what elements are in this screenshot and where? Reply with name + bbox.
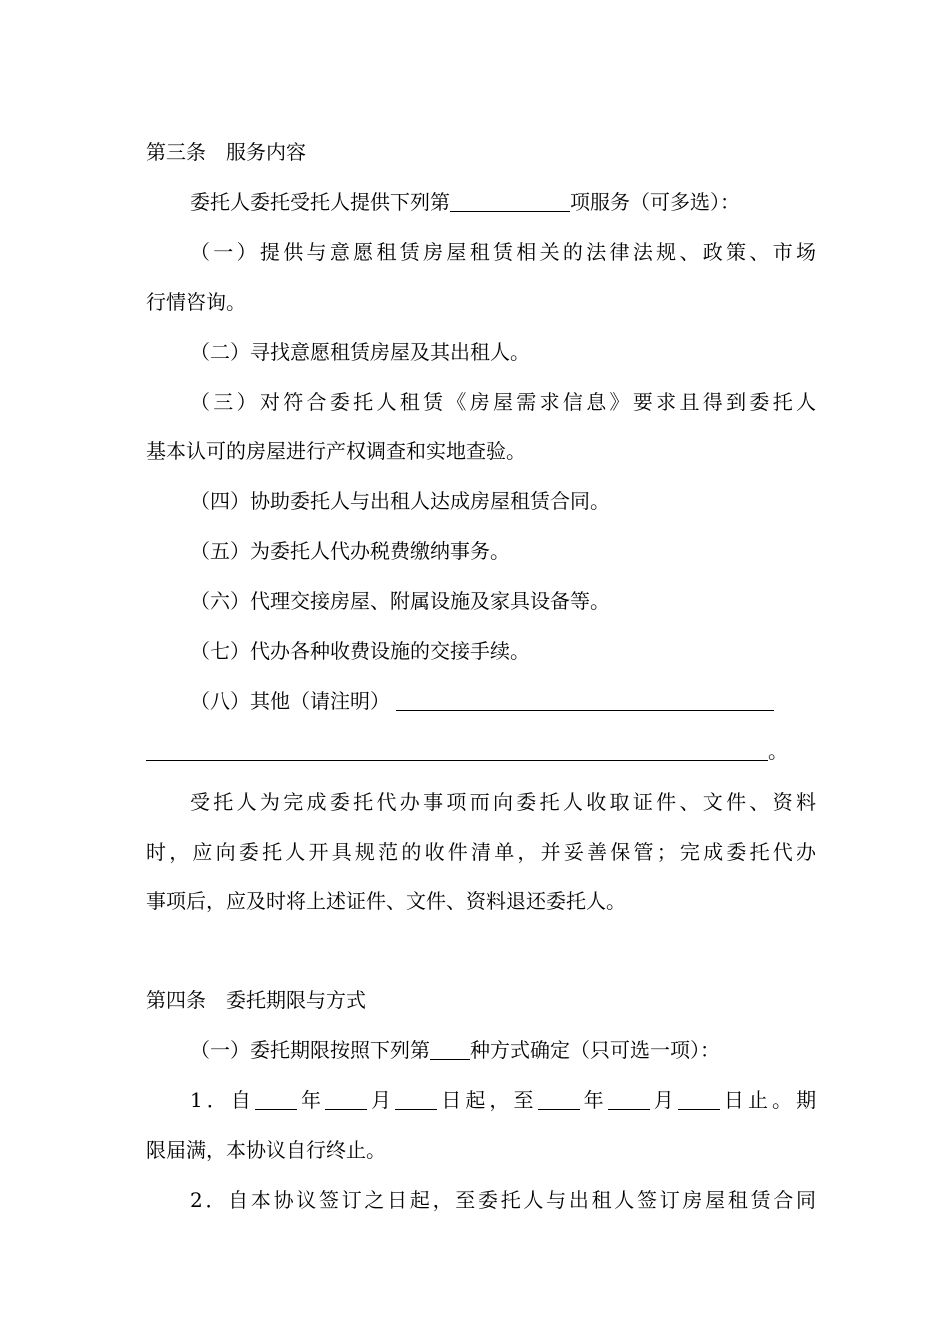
item-6: （六）代理交接房屋、附属设施及家具设备等。 — [190, 589, 610, 613]
article-3-title: 服务内容 — [226, 140, 306, 164]
start-day-blank[interactable] — [395, 1089, 437, 1110]
end-month-blank[interactable] — [608, 1089, 650, 1110]
item-7: （七）代办各种收费设施的交接手续。 — [190, 639, 530, 663]
article-3-heading — [146, 138, 816, 166]
option-2-line-1: 2．自本协议签订之日起，至委托人与出租人签订房屋租赁合同 — [190, 1188, 816, 1212]
item-1-line-2: 行情咨询。 — [146, 290, 246, 314]
end-year-blank[interactable] — [538, 1089, 580, 1110]
item-5: （五）为委托人代办税费缴纳事务。 — [190, 539, 510, 563]
method-number-blank[interactable] — [430, 1039, 470, 1060]
end-day-blank[interactable] — [678, 1089, 720, 1110]
start-month-blank[interactable] — [325, 1089, 367, 1110]
docs-para-line-1: 受托人为完成委托代办事项而向委托人收取证件、文件、资料 — [190, 790, 816, 814]
option-1-line-1: 1．自 年 月 日起，至 年 月 日止。期 — [190, 1088, 817, 1112]
option-1-line-2: 限届满，本协议自行终止。 — [146, 1138, 386, 1162]
item-3-line-2: 基本认可的房屋进行产权调查和实地查验。 — [146, 439, 526, 463]
item-8-continuation: 。 — [146, 737, 816, 765]
item-3-line-1: （三）对符合委托人租赁《房屋需求信息》要求且得到委托人 — [190, 390, 816, 414]
start-year-blank[interactable] — [255, 1089, 297, 1110]
article-4-heading — [146, 986, 816, 1014]
other-specify-blank[interactable] — [396, 690, 774, 711]
item-4: （四）协助委托人与出租人达成房屋租赁合同。 — [190, 489, 610, 513]
term-method-line: （一）委托期限按照下列第 种方式确定（只可选一项）： — [190, 1038, 720, 1062]
docs-para-line-3: 事项后，应及时将上述证件、文件、资料退还委托人。 — [146, 889, 626, 913]
other-specify-blank-2[interactable] — [146, 740, 768, 761]
article-4-number: 第四条 — [146, 988, 206, 1012]
item-2: （二）寻找意愿租赁房屋及其出租人。 — [190, 340, 530, 364]
service-number-blank[interactable] — [450, 191, 570, 212]
article-3-intro: 委托人委托受托人提供下列第 项服务（可多选）： — [190, 190, 740, 214]
item-1-line-1: （一）提供与意愿租赁房屋租赁相关的法律法规、政策、市场 — [190, 240, 816, 264]
docs-para-line-2: 时，应向委托人开具规范的收件清单，并妥善保管；完成委托代办 — [146, 840, 816, 864]
item-8: （八）其他（请注明） — [190, 687, 816, 715]
article-4-title: 委托期限与方式 — [226, 988, 366, 1012]
article-3-number: 第三条 — [146, 140, 206, 164]
